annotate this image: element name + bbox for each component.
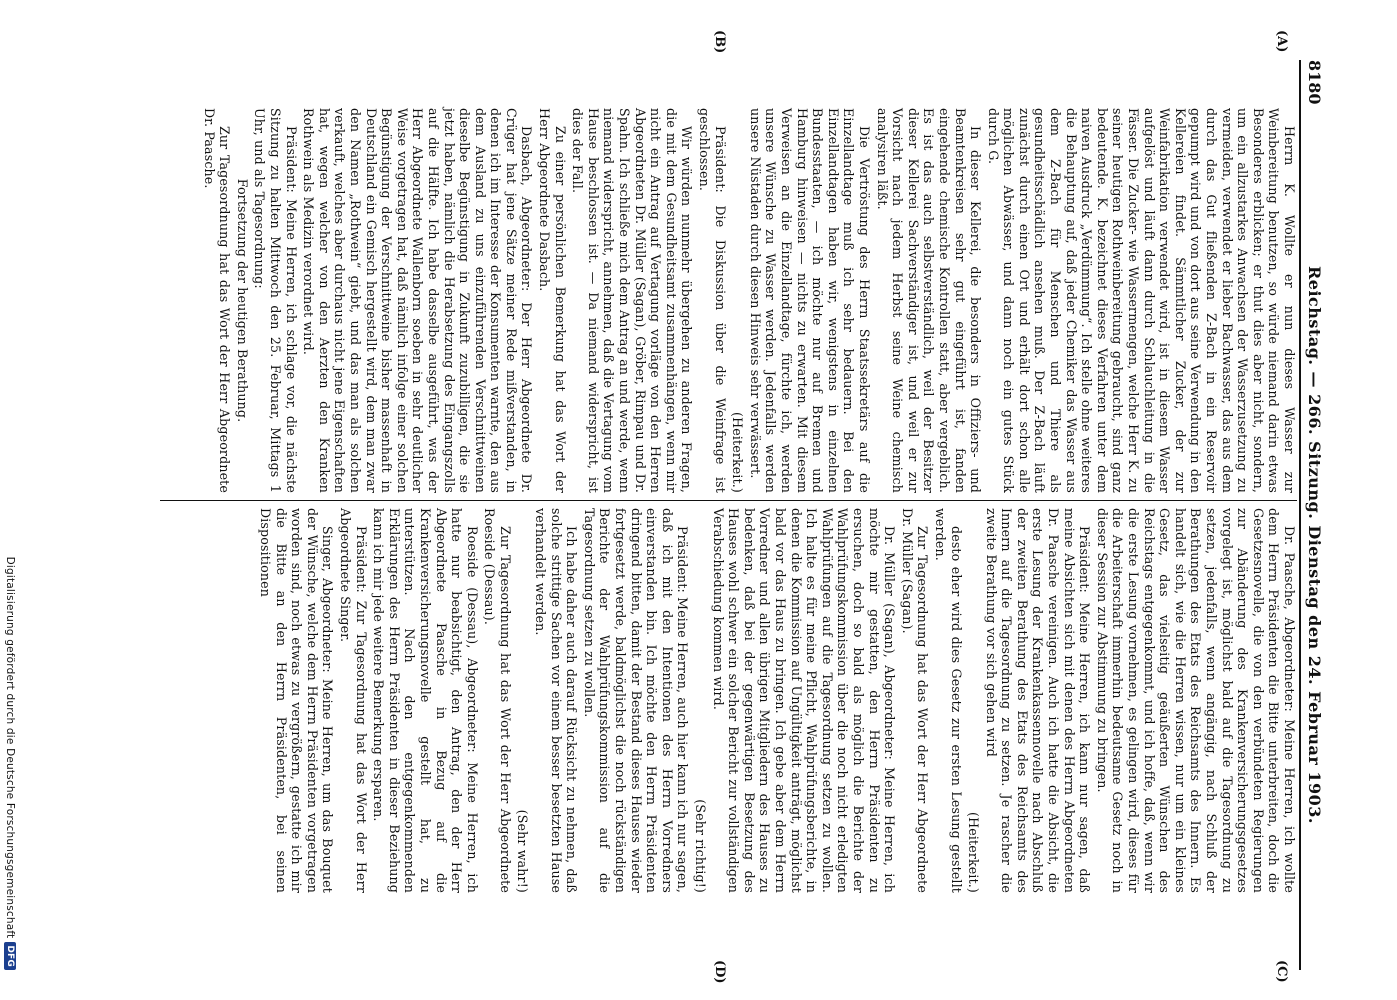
paragraph: Zu einer persönlichen Bemerkung hat das Wort der Herr Abgeordnete Dasbach.: [537, 108, 568, 493]
header-rule: [1299, 60, 1301, 970]
paragraph: In dieser Kellerei, die besonders in Offiziers- und Beamtenkreisen sehr gut eingeführt ist, fanden eingehende chemische Kontrollen statt, aber vergeblich. Es ist das auch selbstverständlich, weil der Besitzer dieser Kellerei Sachverständiger ist, und weil er zur Vorsicht nach jedem Herbst seine Weine chemisch analysiren läßt.: [874, 108, 984, 493]
margin-mark-a: (A): [1274, 30, 1289, 53]
paragraph: Zur Tagesordnung hat das Wort der Herr Abgeordnete Dr. Paasche.: [201, 108, 233, 493]
page-number: 8180: [1305, 60, 1325, 105]
paragraph: Dr. Paasche, Abgeordneter: Meine Herren, ich wollte dem Herrn Präsidenten die Bitte unterbreiten, doch die Gesetzesnovelle, die von den verbündeten Regierungen zur Abänderung des Krankenversicherungsgesetzes vorgelegt ist, möglichst bald auf die Tagesordnung zu setzen, jedenfalls, wenn angängig, nach Schluß der Berathungen des Etats des Reichsamts des Innern. Es handelt sich, wie die Herren wissen, nur um ein kleines Gesetz, das vielseitig geäußerten Wünschen des Reichstags entgegenkommt, und ich hoffe, daß, wenn wir die erste Lesung vornehmen, es gelingen wird, dieses für die Arbeiterschaft immerhin bedeutsame Gesetz noch in dieser Session zur Abstimmung zu bringen.: [1094, 508, 1297, 893]
interjection: (Heiterkeit.): [730, 412, 746, 493]
paragraph: Fortsetzung der heutigen Berathung.: [234, 178, 250, 423]
footer-text: Digitalisierung gefördert durch die Deutsche Forschungsgemeinschaft: [4, 556, 16, 939]
paragraph: Dr. Müller (Sagan), Abgeordneter: Meine Herren, ich möchte mir gestatten, den Herrn Präsidenten zu ersuchen, doch so bald als möglich die Berichte der Wahlprüfungskommission über die noch nicht erledigten Wahlprüfungen auf die Tagesordnung setzen zu wollen. Ich halte es für meine Pflicht, Wahlprüfungsberichte, in denen die Kommission auf Ungültigkeit anträgt, möglichst bald vor das Haus zu bringen. Ich gebe aber dem Herrn Vorredner und allen übrigen Mitgliedern des Hauses zu bedenken, daß bei der gegenwärtigen Besetzung des Hauses wohl schwer ein solcher Bericht zur vollständigen Verabschiedung kommen wird.: [710, 508, 898, 893]
margin-mark-b: (B): [712, 30, 727, 54]
paragraph: Wir würden nunmehr übergehen zu anderen Fragen, die mit dem Gesundheitsamt zusammenhängen, wenn mir nicht ein Antrag auf Vertagung vorläge von den Herren Abgeordneten Dr. Müller (Sagan), Gröber, Rimpau und Dr. Spahn. Ich schließe mich dem Antrag an und werde, wenn niemand widerspricht, annehmen, daß die Vertagung vom Hause beschlossen ist. — Da niemand widerspricht, ist dies der Fall.: [570, 108, 695, 493]
margin-mark-d: (D): [712, 960, 727, 984]
page-header: [1303, 60, 1327, 970]
paragraph: Präsident: Die Diskussion über die Weinfrage ist geschlossen.: [697, 108, 728, 493]
paragraph: Präsident: Meine Herren, auch hier kann ich nur sagen, daß ich mit den Intentionen des Herrn Vorredners einverstanden bin. Ich möchte den Herrn Präsidenten dringend bitten, damit der Bestand dieses Hauses wieder fortgesetzt werde, baldmöglichst die noch rückständigen Berichte der Wahlprüfungskommission auf die Tagesordnung setzen zu wollen.: [581, 508, 691, 893]
interjection: (Sehr richtig!): [693, 799, 709, 893]
footer-credit: [4, 557, 16, 970]
right-column: [160, 508, 1297, 893]
margin-mark-c: (C): [1274, 960, 1289, 983]
dfg-logo: DFG: [4, 942, 16, 970]
paragraph: Die Vertröstung des Herrn Staatssekretärs auf die Einzellandtage muß ich sehr bedauern. Bei den Einzellandtagen haben wir, wenigstens in einzelnen Bundesstaaten, — ich möchte nur auf Bremen und Hamburg hinweisen — nichts zu erwarten. Mit diesem Verweisen an die Einzellandtage, fürchte ich, werden unsere Wünsche zu Wasser werden. Jedenfalls werden unsere Nüstaden durch diesen Hinweis sehr verwässert.: [747, 108, 872, 493]
left-column: [160, 108, 1297, 493]
page-title: Reichstag. — 266. Sitzung. Dienstag den 24. Februar 1903.: [1305, 266, 1325, 824]
paragraph: desto eher wird dies Gesetz zur ersten Lesung gestellt werden.: [932, 508, 964, 893]
paragraph: Präsident: Meine Herren, ich kann nur sagen, daß meine Absichten sich mit denen des Herrn Abgeordneten Dr. Paasche vereinigen. Auch ich hatte die Absicht, die erste Lesung der Krankenkassennovelle nach Abschluß der zweiten Berathung des Etats des Reichsamts des Innern auf die Tagesordnung zu setzen. Je rascher die zweite Berathung vor sich gehen wird: [983, 508, 1093, 893]
paragraph: Präsident: Zur Tagesordnung hat das Wort der Herr Abgeordnete Singer.: [337, 508, 369, 893]
paragraph: Roeside (Dessau), Abgeordneter: Meine Herren, ich hatte nur beabsichtigt, den Antrag, den der Herr Abgeordnete Paasche in Bezug auf die Krankenversicherungsnovelle gestellt hat, zu unterstützen. Nach den entgegenkommenden Erklärungen des Herrn Präsidenten in dieser Beziehung kann ich mir jede weitere Bemerkung ersparen.: [371, 508, 480, 893]
paragraph: Zur Tagesordnung hat das Wort der Herr Abgeordnete Roeside (Dessau).: [482, 508, 513, 893]
column-divider: [160, 500, 1297, 501]
paragraph: Präsident: Meine Herren, ich schlage vor, die nächste Sitzung zu halten Mittwoch den 25. Februar, Mittags 1 Uhr, und als Tagesordnung:: [252, 108, 299, 493]
paragraph: Herrn K. Wollte er nun dieses Wasser zur Weinbereitung benutzen, so würde niemand darin etwas Besonderes erblicken; er thut dies aber nicht, sondern, um ein allzustarkes Anwachsen der Wasserzusetzung zu vermeiden, verwendet er lieber Bachwasser, das aus dem durch das Gut fließenden Z-Bach in ein Reservoir gepumpt wird und von dort aus seine Verwendung in den Kellereien findet. Sämmtlicher Zucker, der zur Weinfabrikation verwendet wird, ist in diesem Wasser aufgelöst und läuft dann durch Schlauchleitung in die Fässer. Die Zucker- wie Wassermengen, welche Herr K. zu seiner heutigen Rothweinbereitung gebraucht, sind ganz bedeutende. K. bezeichnet dieses Verfahren unter dem naiven Ausdruck „Verdümmung“. Ich stelle ohne weiteres die Behauptung auf, daß jeder Chemiker das Wasser aus dem Z-Bach für Menschen und Thiere als gesundheitsschädlich ansehen muß. Der Z-Bach läuft zunächst durch einen Ort und erhält dort schon alle möglichen Abwässer, und dann noch ein gutes Stück durch G.: [985, 108, 1297, 493]
paragraph: Singer, Abgeordneter: Meine Herren, um das Bouquet der Wünsche, welche dem Herrn Präsidenten vorgetragen worden sind, noch etwas zu vergrößern, gestatte ich mir die Bitte an den Herrn Präsidenten, bei seinen Dispositionen: [258, 508, 336, 893]
interjection: (Heiterkeit.): [966, 812, 982, 893]
paragraph: Ich habe daher auch darauf Rücksicht zu nehmen, daß solche strittige Sachen vor einem besser besetzten Hause verhandelt werden.: [533, 508, 580, 893]
paragraph: Dasbach, Abgeordneter: Der Herr Abgeordnete Dr. Crüger hat jene Sätze meiner Rede mißverstanden, in denen ich im Interesse der Konsumenten warnte, den aus dem Ausland zu uns einzuführenden Verschnittweinen dieselbe Begünstigung in Zukunft zuzubilligen, die sie jetzt haben, nämlich die Herabsetzung des Eingangszolls auf die Hälfte. Ich habe dasselbe ausgeführt, was der Herr Abgeordnete Wallenborn soeben in sehr deutlicher Weise vorgetragen hat, daß nämlich infolge einer solchen Begünstigung der Verschnittweine bisher massenhaft in Deutschland ein Gemisch hergestellt wird, dem man zwar den Namen „Rothwein“ giebt, und das man als solchen verkauft, welches aber durchaus nicht jene Eigenschaften hat, wegen welcher von den Aerzten den Kranken Rothwein als Medizin verordnet wird.: [301, 108, 535, 493]
interjection: (Sehr wahr!): [515, 809, 531, 893]
paragraph: Zur Tagesordnung hat das Wort der Herr Abgeordnete Dr. Müller (Sagan).: [899, 508, 931, 893]
footer: [0, 400, 20, 1000]
